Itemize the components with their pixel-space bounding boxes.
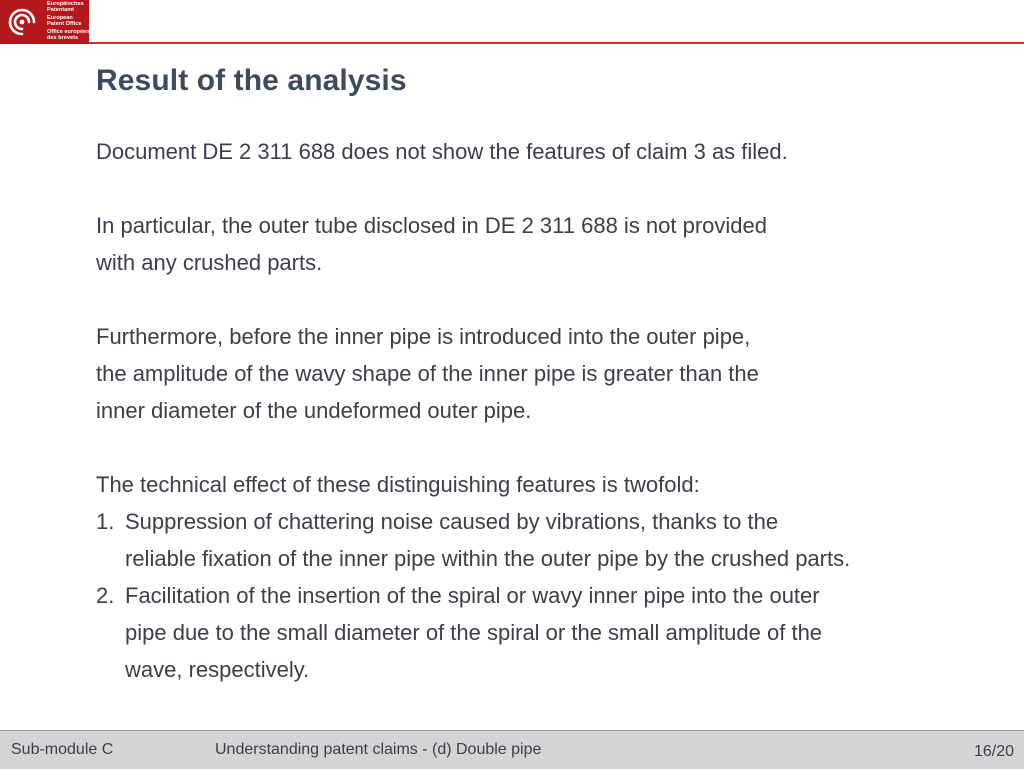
text-line: Document DE 2 311 688 does not show the features of claim 3 as filed. (96, 139, 788, 164)
epo-logo (0, 0, 89, 44)
paragraph (96, 207, 996, 281)
slide-title: Result of the analysis (96, 64, 407, 97)
text-line: the amplitude of the wavy shape of the inner pipe is greater than the (96, 361, 759, 386)
text-line: Furthermore, before the inner pipe is introduced into the outer pipe, (96, 324, 751, 349)
text-line: with any crushed parts. (96, 250, 323, 275)
list-text (125, 503, 996, 577)
paragraph (96, 133, 996, 170)
text-line: wave, respectively. (125, 657, 310, 682)
text-line: Suppression of chattering noise caused by vibrations, thanks to the (125, 509, 779, 534)
logo-wordmark: Europäisches Patentamt European Patent Office Office européen des brevets (47, 1, 90, 42)
page-number: 16/20 (973, 743, 1014, 760)
list-item (96, 577, 996, 688)
list-text (125, 577, 996, 688)
text-line: In particular, the outer tube disclosed in DE 2 311 688 is not provided (96, 213, 768, 238)
epo-swirl-icon (4, 4, 40, 40)
list-item (96, 503, 996, 577)
text-line: Facilitation of the insertion of the spiral or wavy inner pipe into the outer (125, 583, 820, 608)
paragraph (96, 466, 996, 503)
footer-course-title: Understanding patent claims - (d) Double pipe (215, 741, 542, 758)
text-line: The technical effect of these distinguishing features is twofold: (96, 472, 700, 497)
list-number: 2. (96, 583, 115, 608)
paragraph (96, 318, 996, 429)
list-number: 1. (96, 509, 115, 534)
slide-footer (0, 730, 1024, 769)
text-line: reliable fixation of the inner pipe within the outer pipe by the crushed parts. (125, 546, 851, 571)
text-line: inner diameter of the undeformed outer pipe. (96, 398, 532, 423)
text-line: pipe due to the small diameter of the spiral or the small amplitude of the (125, 620, 823, 645)
header-rule (89, 42, 1024, 44)
footer-module: Sub-module C (11, 741, 114, 758)
slide-body (96, 133, 996, 688)
